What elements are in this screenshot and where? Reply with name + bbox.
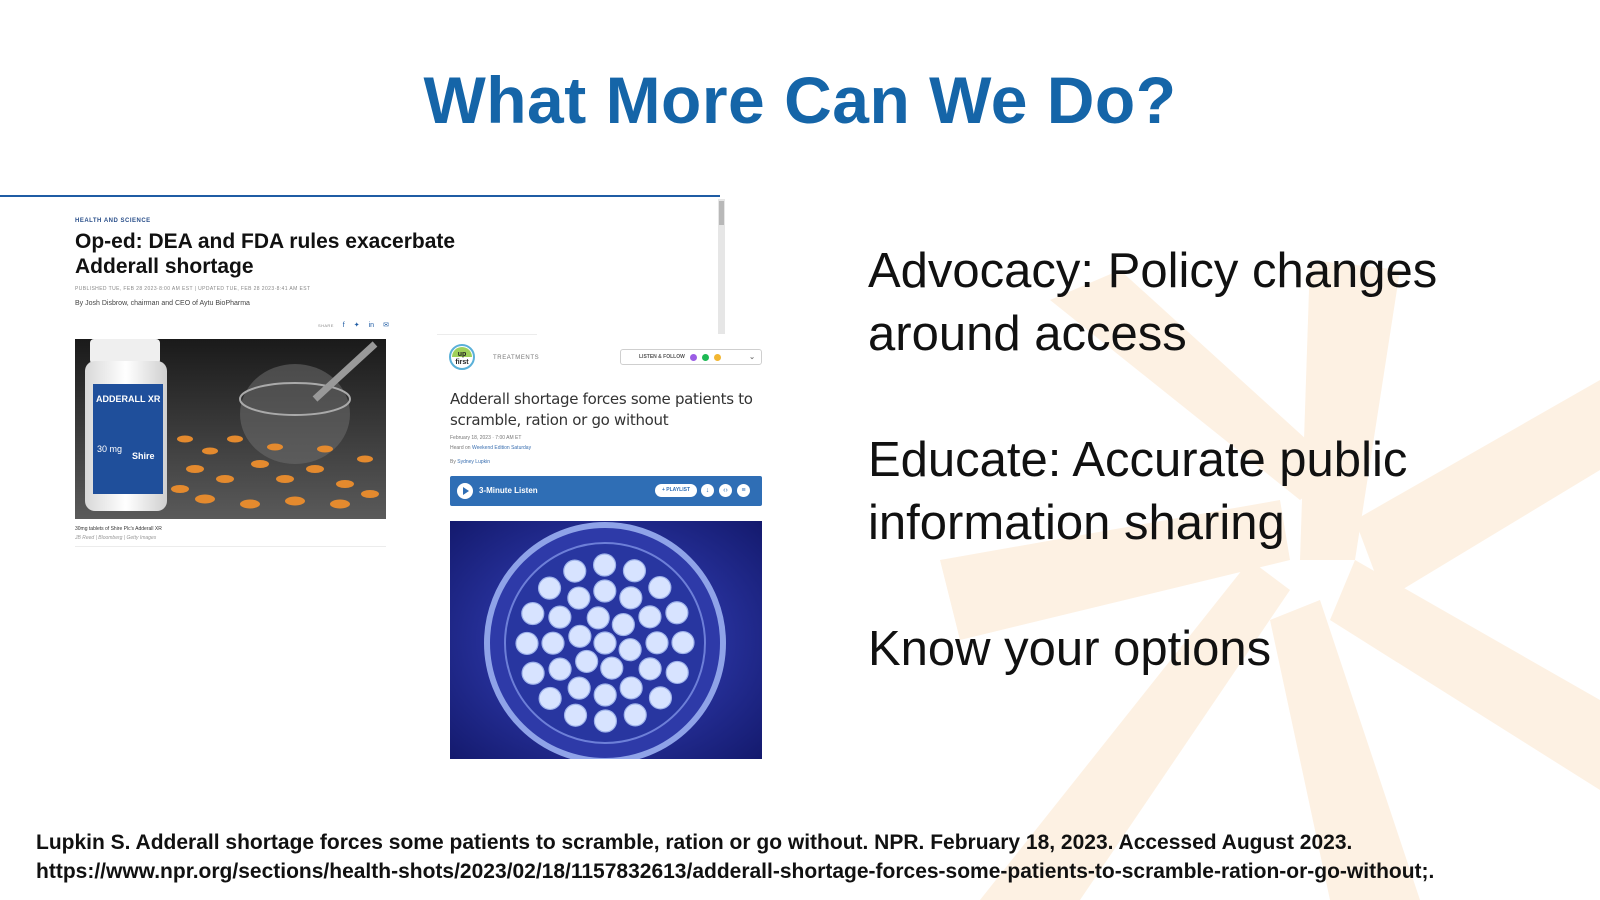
play-icon[interactable] [457, 483, 473, 499]
add-to-playlist-button[interactable]: + PLAYLIST [655, 484, 697, 497]
embed-icon[interactable]: ‹› [719, 484, 732, 497]
google-podcasts-icon[interactable] [714, 354, 721, 361]
citation [36, 828, 1596, 886]
pill [594, 580, 616, 602]
listen-duration: 3-Minute Listen [479, 486, 538, 495]
article-headline[interactable]: Op-ed: DEA and FDA rules exacerbate Adderall shortage [75, 230, 456, 278]
transcript-icon[interactable]: ≡ [737, 484, 750, 497]
pill [601, 657, 623, 679]
article-date: February 18, 2023 · 7:00 AM ET [450, 435, 522, 441]
show-link[interactable]: Weekend Edition Saturday [471, 445, 532, 451]
bottle-maker: Shire [132, 451, 155, 461]
share-label: SHARE [318, 322, 334, 328]
pill [666, 661, 688, 683]
pill [619, 639, 641, 661]
photo-credit: JB Reed | Bloomberg | Getty Images [75, 535, 157, 541]
article-headline[interactable]: Adderall shortage forces some patients to scramble, ration or go without [450, 390, 753, 429]
email-icon[interactable]: ✉ [383, 322, 389, 329]
pill [624, 704, 646, 726]
facebook-icon[interactable]: f [342, 321, 345, 329]
heard-on [450, 445, 531, 451]
pill [587, 607, 609, 629]
pill [623, 560, 645, 582]
svg-text:up: up [457, 351, 467, 358]
scrollbar[interactable] [718, 199, 725, 339]
photo-caption: 30mg tablets of Shire Plc's Adderall XR [75, 526, 162, 532]
byline-prefix: By [450, 459, 456, 465]
pill [594, 632, 616, 654]
pill [522, 662, 544, 684]
download-icon[interactable]: ↓ [701, 484, 714, 497]
scrollbar-thumb[interactable] [719, 201, 724, 225]
divider [75, 546, 386, 547]
article-byline [450, 459, 490, 465]
bottle-dose: 30 mg [97, 444, 123, 454]
article-category[interactable]: TREATMENTS [493, 355, 540, 361]
twitter-icon[interactable]: ✦ [353, 322, 360, 329]
npr-article-screenshot [437, 334, 767, 764]
pill [522, 603, 544, 625]
svg-text:first: first [455, 359, 469, 366]
citation-reference: Lupkin S. Adderall shortage forces some patients to scramble, ration or go without. NPR. February 18, 2023. Accessed August 2023. [36, 831, 1353, 854]
article-section[interactable]: HEALTH AND SCIENCE [75, 218, 151, 224]
pill [542, 632, 564, 654]
share-bar [318, 321, 389, 329]
pill [539, 687, 561, 709]
pill [594, 554, 616, 576]
pill [649, 687, 671, 709]
pill [568, 587, 590, 609]
pill [639, 606, 661, 628]
pill [516, 632, 538, 654]
chevron-down-icon: ⌄ [749, 354, 755, 361]
pill [639, 658, 661, 680]
pill [646, 632, 668, 654]
pill [594, 684, 616, 706]
pill [620, 587, 642, 609]
citation-url[interactable]: https://www.npr.org/sections/health-shots/2023/02/18/1157832613/adderall-shortage-forces-some-patients-to-scramble-ration-or-go-without;. [36, 860, 1435, 883]
audio-player [450, 476, 762, 506]
pill [549, 606, 571, 628]
pill [612, 614, 634, 636]
up-first-logo[interactable] [449, 344, 475, 370]
spotify-icon[interactable] [702, 354, 709, 361]
bullet-educate: Educate: Accurate public information sharing [868, 433, 1408, 550]
listen-follow-dropdown[interactable] [620, 349, 762, 365]
pill [666, 602, 688, 624]
heard-on-prefix: Heard on [450, 445, 471, 451]
pill [565, 704, 587, 726]
bottle-brand: ADDERALL XR [96, 394, 161, 404]
adderall-bottle-photo [75, 339, 386, 519]
pill [568, 677, 590, 699]
pill [672, 632, 694, 654]
pills-petri-dish-photo [450, 521, 762, 759]
pill [564, 560, 586, 582]
slide-title: What More Can We Do? [423, 63, 1177, 137]
bullet-list [868, 240, 1568, 744]
pill [549, 658, 571, 680]
bullet-know-options: Know your options [868, 622, 1272, 676]
article-timestamps: PUBLISHED TUE, FEB 28 2023·8:00 AM EST | UPDATED TUE, FEB 28 2023·8:41 AM EST [75, 286, 311, 292]
pill [569, 625, 591, 647]
pill [620, 677, 642, 699]
linkedin-icon[interactable]: in [368, 321, 375, 329]
author-link[interactable]: Sydney Lupkin [457, 459, 491, 465]
divider [437, 334, 537, 335]
article-byline: By Josh Disbrow, chairman and CEO of Aytu BioPharma [75, 300, 250, 307]
pill [539, 577, 561, 599]
pill [649, 577, 671, 599]
pill [576, 650, 598, 672]
podcasts-icon[interactable] [690, 354, 697, 361]
bullet-advocacy: Advocacy: Policy changes around access [868, 244, 1438, 361]
pill [594, 710, 616, 732]
listen-follow-label: LISTEN & FOLLOW [639, 354, 685, 360]
